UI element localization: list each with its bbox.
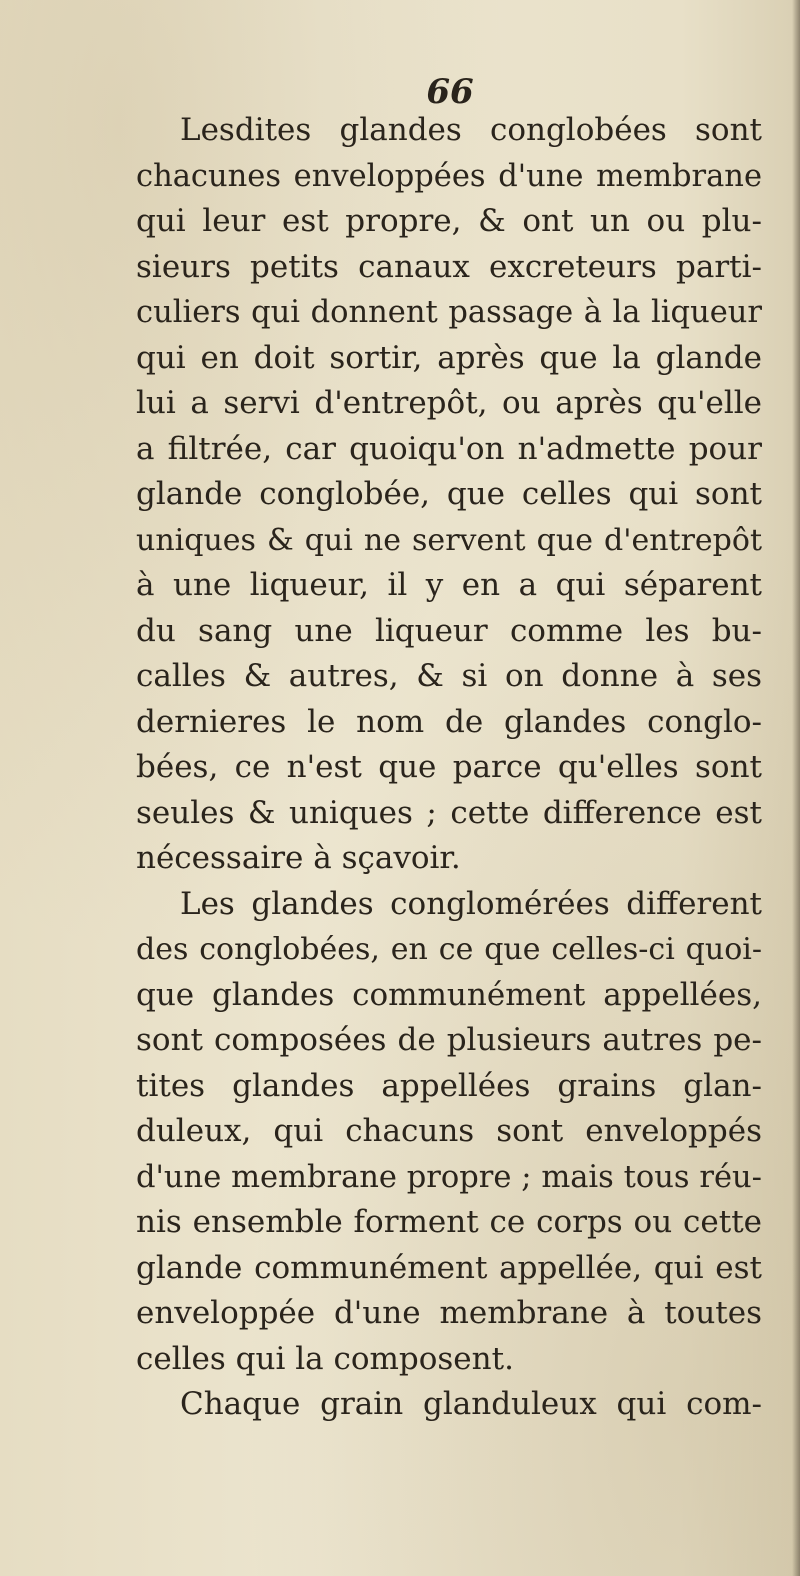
text-line: Lesdites glandes conglobées sont (180, 112, 762, 148)
page-number: 66 (426, 72, 474, 112)
text-line: culiers qui donnent passage à la liqueur (136, 295, 762, 330)
text-line: seules & uniques ; cette difference est (136, 794, 762, 831)
text-line: uniques & qui ne servent que d'entrepôt (136, 522, 762, 558)
text-line: qui leur est propre, & ont un ou plu- (136, 203, 762, 239)
text-line: à une liqueur, il y en a qui séparent (136, 567, 762, 603)
text-line: celles qui la composent. (136, 1340, 514, 1377)
text-line: glande conglobée, que celles qui sont (136, 476, 762, 512)
text-line: nis ensemble forment ce corps ou cette (136, 1204, 762, 1240)
text-line: tites glandes appellées grains glan- (136, 1067, 762, 1104)
text-line: qui en doit sortir, après que la glande (136, 339, 762, 376)
text-line: duleux, qui chacuns sont enveloppés (136, 1113, 762, 1149)
text-line: Les glandes conglomérées different (180, 885, 762, 922)
text-line: a filtrée, car quoiqu'on n'admette pour (136, 430, 762, 467)
page-edge-shadow (792, 0, 800, 1576)
text-line: que glandes communément appellées, (136, 976, 762, 1013)
text-line: Chaque grain glanduleux qui com- (180, 1386, 762, 1422)
text-line: enveloppée d'une membrane à toutes (136, 1295, 762, 1331)
text-line: chacunes enveloppées d'une membrane (136, 158, 762, 194)
text-line: bées, ce n'est que parce qu'elles sont (136, 749, 762, 785)
body-text (136, 108, 762, 1428)
text-line: sont composées de plusieurs autres pe- (136, 1022, 762, 1058)
text-line: dernieres le nom de glandes conglo- (136, 703, 762, 740)
text-line: glande communément appellée, qui est (136, 1249, 762, 1286)
text-line: des conglobées, en ce que celles-ci quoi- (136, 932, 762, 967)
text-line: lui a servi d'entrepôt, ou après qu'elle (136, 385, 762, 421)
text-line: calles & autres, & si on donne à ses (136, 658, 762, 694)
text-line: nécessaire à sçavoir. (136, 840, 461, 876)
text-line: d'une membrane propre ; mais tous réu- (136, 1159, 762, 1195)
text-line: sieurs petits canaux excreteurs parti- (136, 248, 762, 285)
text-line: du sang une liqueur comme les bu- (136, 612, 762, 649)
